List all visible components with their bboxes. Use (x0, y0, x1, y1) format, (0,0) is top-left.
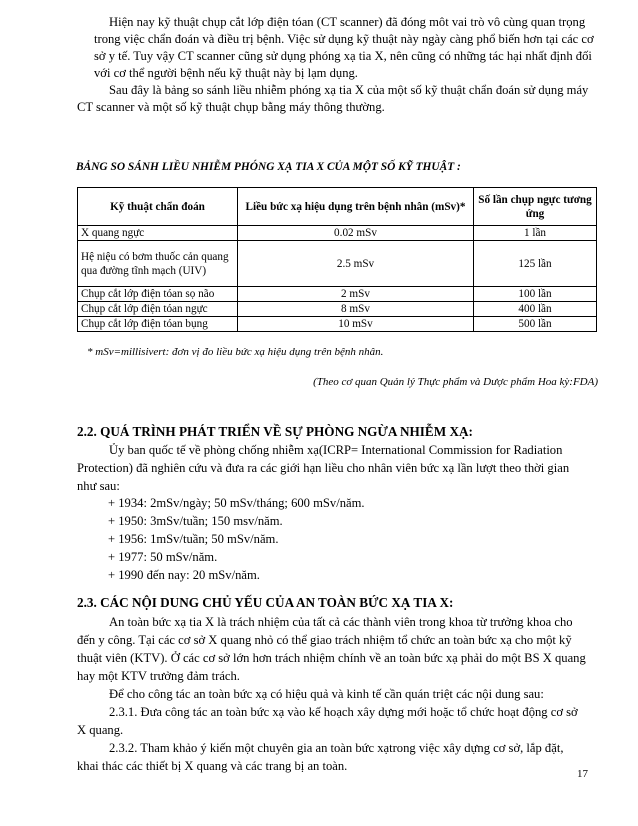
paragraph-line: đến y công. Tại các cơ sở X quang nhỏ có thể giao trách nhiệm tổ chức an toàn bức xạ cho một kỹ (77, 633, 572, 647)
technique-cell: X quang ngực (78, 226, 238, 241)
list-item: + 1950: 3mSv/tuần; 150 msv/năm. (108, 514, 283, 528)
column-header-dose: Liều bức xạ hiệu dụng trên bệnh nhân (mSv)* (238, 188, 474, 226)
paragraph-line: Protection) đã nghiên cứu và đưa ra các giới hạn liều cho nhân viên bức xạ lần lượt theo thời gian (77, 461, 570, 475)
table-row (78, 302, 597, 317)
table-source: (Theo cơ quan Quản lý Thực phẩm và Dược phẩm Hoa kỳ:FDA) (313, 376, 598, 388)
dose-cell: 8 mSv (238, 302, 474, 317)
paragraph-line: khai thác các thiết bị X quang và các trang bị an toàn. (77, 759, 348, 773)
paragraph-line: Ủy ban quốc tế về phòng chống nhiễm xạ(ICRP= International Commission for Radiation (109, 443, 563, 457)
intro-line: Hiện nay kỹ thuật chụp cắt lớp điện tóan (CT scanner) đã đóng môt vai trò vô cùng quan trọng (109, 15, 586, 29)
paragraph-line: như sau: (77, 479, 120, 493)
column-header-equivalent: Số lần chụp ngực tương ứng (474, 188, 597, 226)
technique-cell: Chụp cắt lớp điện tóan bụng (78, 317, 238, 332)
equivalent-cell: 100 lần (474, 287, 597, 302)
table-row (78, 241, 597, 287)
table-row (78, 226, 597, 241)
column-header-technique: Kỹ thuật chẩn đoán (78, 188, 238, 226)
dose-cell: 2 mSv (238, 287, 474, 302)
dose-cell: 2.5 mSv (238, 241, 474, 287)
technique-cell: Hệ niệu có bơm thuốc cản quang qua đường tĩnh mạch (UIV) (78, 241, 238, 287)
intro-line: với cơ thể người bệnh nếu kỹ thuật này bị lạm dụng. (94, 66, 358, 80)
table-row (78, 287, 597, 302)
paragraph-line: 2.3.1. Đưa công tác an toàn bức xạ vào kế hoạch xây dựng mới hoặc tổ chức hoạt động cơ sở (109, 705, 578, 719)
equivalent-cell: 125 lần (474, 241, 597, 287)
equivalent-cell: 400 lần (474, 302, 597, 317)
equivalent-cell: 1 lần (474, 226, 597, 241)
intro-line: sở y tế. Tuy vậy CT scanner cũng sử dụng phóng xạ tia X, nên cũng có những tác hại nhất định đối (94, 49, 592, 63)
section-heading-2-2: 2.2. QUÁ TRÌNH PHÁT TRIỂN VỀ SỰ PHÒNG NGỪA NHIỄM XẠ: (77, 424, 473, 439)
intro-line: Sau đây là bảng so sánh liều nhiễm phóng xạ tia X của một số kỹ thuật chẩn đoán sử dụng máy (109, 83, 589, 97)
paragraph-line: hay một KTV trưởng đảm trách. (77, 669, 240, 683)
table-header-row (78, 188, 597, 226)
intro-line: CT scanner và một số kỹ thuật chụp bằng máy thông thường. (77, 100, 385, 114)
dose-cell: 10 mSv (238, 317, 474, 332)
table-footnote: * mSv=millisivert: đơn vị đo liều bức xạ hiệu dụng trên bệnh nhân. (87, 346, 384, 358)
list-item: + 1934: 2mSv/ngày; 50 mSv/tháng; 600 mSv/năm. (108, 496, 365, 510)
section-heading-2-3: 2.3. CÁC NỘI DUNG CHỦ YẾU CỦA AN TOÀN BỨC XẠ TIA X: (77, 595, 454, 610)
dose-cell: 0.02 mSv (238, 226, 474, 241)
paragraph-line: Để cho công tác an toàn bức xạ có hiệu quả và kinh tế cần quán triệt các nội dung sau: (109, 687, 544, 701)
paragraph-line: X quang. (77, 723, 124, 737)
table-caption: BẢNG SO SÁNH LIỀU NHIỄM PHÓNG XẠ TIA X CỦA MỘT SỐ KỸ THUẬT : (76, 161, 461, 173)
technique-cell: Chụp cắt lớp điện tóan sọ não (78, 287, 238, 302)
list-item: + 1990 đến nay: 20 mSv/năm. (108, 568, 260, 582)
list-item: + 1956: 1mSv/tuần; 50 mSv/năm. (108, 532, 279, 546)
comparison-table (77, 187, 597, 332)
paragraph-line: 2.3.2. Tham khảo ý kiến một chuyên gia an toàn bức xạtrong việc xây dựng cơ sở, lắp đặt, (109, 741, 564, 755)
list-item: + 1977: 50 mSv/năm. (108, 550, 218, 564)
technique-cell: Chụp cắt lớp điện tóan ngực (78, 302, 238, 317)
paragraph-line: An toàn bức xạ tia X là trách nhiệm của tất cả các thành viên trong khoa từ trưởng khoa cho (109, 615, 573, 629)
table-row (78, 317, 597, 332)
equivalent-cell: 500 lần (474, 317, 597, 332)
page-number: 17 (577, 768, 588, 780)
paragraph-line: thuật viên (KTV). Ở các cơ sở lớn hơn trách nhiệm chính về an toàn bức xạ phải do một BS X quang (77, 651, 586, 665)
intro-line: trong việc chẩn đoán và điều trị bệnh. Việc sử dụng kỹ thuật này ngày càng phổ biến hơn tại các cơ (94, 32, 594, 46)
